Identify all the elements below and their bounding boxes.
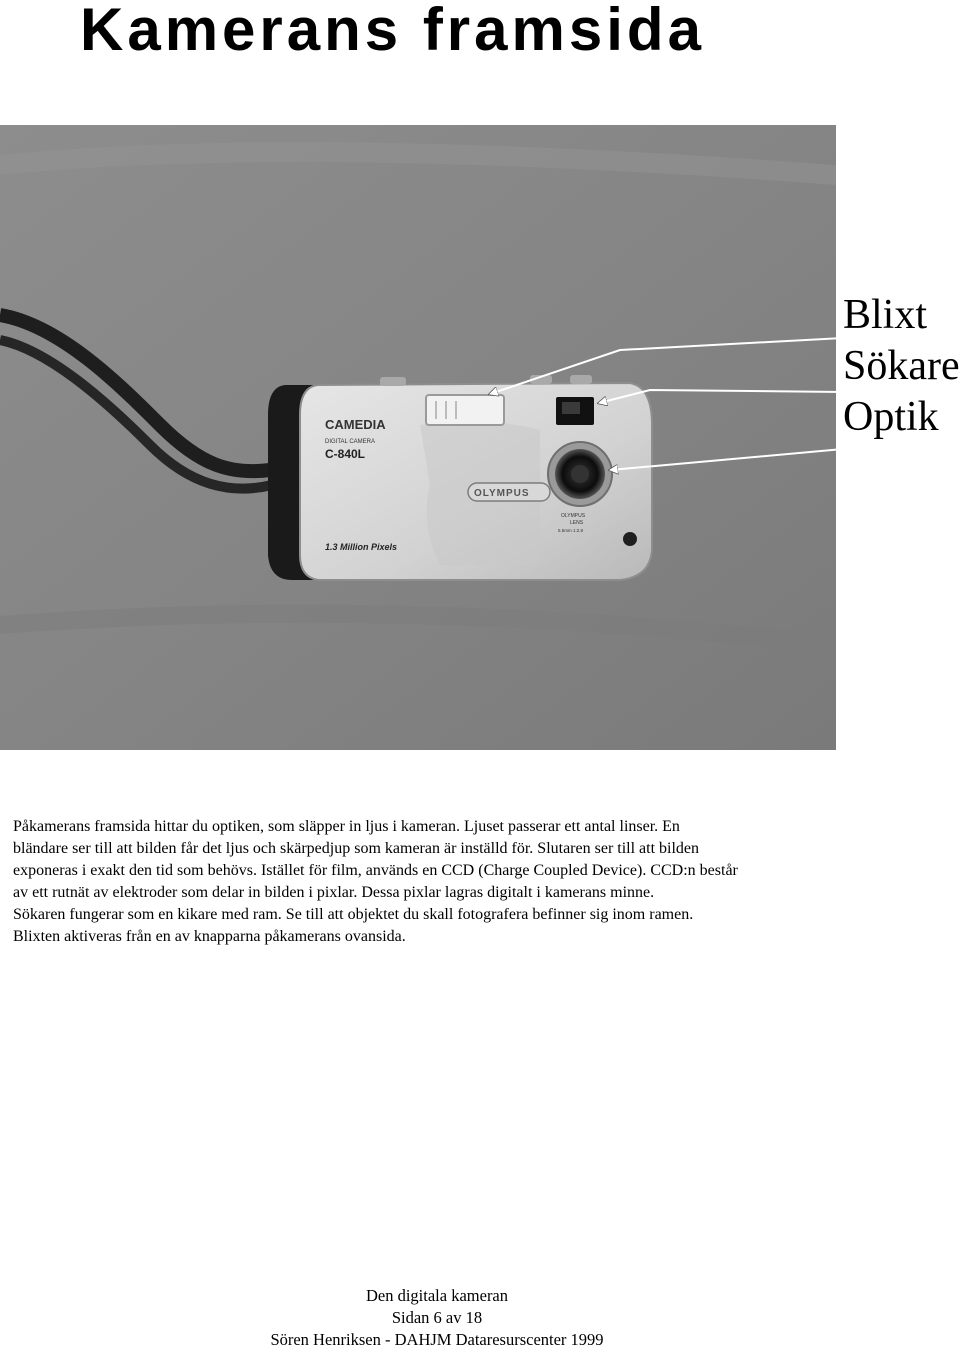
body-paragraph xyxy=(13,816,843,948)
lens-spec-text: 5.5mm 1:2.8 xyxy=(558,528,584,533)
photo-labels xyxy=(843,290,960,443)
page-footer xyxy=(0,1285,874,1351)
label-sokare: Sökare xyxy=(843,343,960,389)
camera-photo xyxy=(0,125,836,750)
body-line: Påkamerans framsida hittar du optiken, som släpper in ljus i kameran. Ljuset passerar ett antal linser. En xyxy=(13,818,680,835)
camera-brand-text: CAMEDIA xyxy=(325,417,386,432)
footer-doc-title: Den digitala kameran xyxy=(365,1286,509,1305)
label-optik: Optik xyxy=(843,394,939,440)
lens-brand-text: OLYMPUS xyxy=(561,513,586,519)
footer-page-number: Sidan 6 av 18 xyxy=(391,1308,483,1327)
body-line: Sökaren fungerar som en kikare med ram. Se till att objektet du skall fotografera befinner sig inom ramen. xyxy=(13,906,694,923)
body-line: av ett rutnät av elektroder som delar in bilden i pixlar. Dessa pixlar lagras digitalt i kamerans minne. xyxy=(13,884,655,901)
body-line: Blixten aktiveras från en av knapparna påkamerans ovansida. xyxy=(13,928,406,945)
camera-sub-text: DIGITAL CAMERA xyxy=(325,439,376,445)
camera-model-text: C-840L xyxy=(325,447,366,461)
body-line: bländare ser till att bilden får det ljus och skärpedjup som kameran är inställd för. Slutaren ser till att bilden xyxy=(13,840,700,857)
camera-pixels-text: 1.3 Million Pixels xyxy=(325,542,398,552)
body-line: exponeras i exakt den tid som behövs. Istället för film, används en CCD (Charge Coupled Device). CCD:n består xyxy=(13,862,738,879)
label-blixt: Blixt xyxy=(843,292,928,338)
lens-text: LENS xyxy=(570,520,584,526)
camera-maker-text: OLYMPUS xyxy=(474,488,530,499)
page-title: Kamerans framsida xyxy=(80,0,705,63)
footer-author: Sören Henriksen - DAHJM Dataresurscenter 1999 xyxy=(270,1330,604,1349)
